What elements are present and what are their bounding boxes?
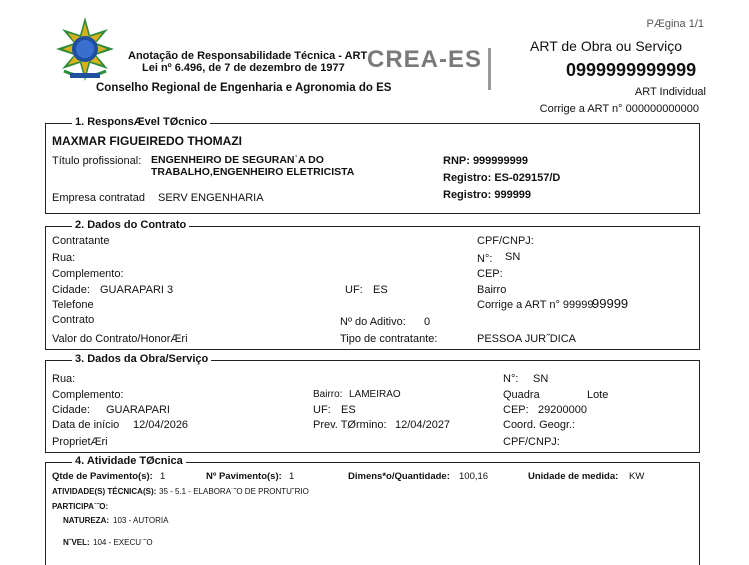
dimensao-value: 100,16 <box>459 471 489 482</box>
uf-label: UF: <box>345 284 363 296</box>
valor-label: Valor do Contrato/HonorÆri <box>52 333 188 345</box>
header-title-line1: Anotação de Responsabilidade Técnica - ART <box>128 50 368 62</box>
titulo-value: TRABALHO,ENGENHEIRO ELETRICISTA <box>151 166 355 178</box>
qtd-pav-value: 1 <box>160 471 166 482</box>
participacao-label: PARTICIPA˙˜O: <box>52 502 109 511</box>
corrige-art: Corrige a ART n° 000000000000 <box>539 103 699 115</box>
empresa-value: SERV ENGENHARIA <box>158 192 264 204</box>
rua-label: Rua: <box>52 252 76 264</box>
registro: Registro: 999999 <box>443 189 532 201</box>
uf-value: ES <box>341 404 356 416</box>
numero-label: N°: <box>503 373 519 385</box>
art-type: ART Individual <box>634 86 706 98</box>
aditivo-value: 0 <box>424 316 431 328</box>
titulo-value: ENGENHEIRO DE SEGURAN˙A DO <box>151 154 324 166</box>
complemento-label: Complemento: <box>52 389 124 401</box>
section-legend: 3. Dados da Obra/Serviço <box>72 353 211 365</box>
bairro-label: Bairro <box>477 284 507 296</box>
aditivo-label: Nº do Aditivo: <box>340 316 406 328</box>
cpf-label: CPF/CNPJ: <box>477 235 534 247</box>
section-legend: 1. ResponsÆvel TØcnico <box>72 116 210 128</box>
art-number: 0999999999999 <box>566 60 697 80</box>
termino-value: 12/04/2027 <box>395 419 451 431</box>
atividades-value: 35 - 5.1 - ELABORA˙˜O DE PRONTU˘RIO <box>159 487 309 496</box>
empresa-label: Empresa contratad <box>52 192 145 204</box>
cidade-label: Cidade: <box>52 284 90 296</box>
crea-logo-divider <box>488 48 491 90</box>
section-legend: 2. Dados do Contrato <box>72 219 189 231</box>
bairro-value: LAMEIRAO <box>349 389 401 400</box>
professional-name: MAXMAR FIGUEIREDO THOMAZI <box>52 134 242 148</box>
cep-label: CEP: <box>477 268 503 280</box>
dimensao-label: Dimens*o/Quantidade: <box>348 471 450 482</box>
atividades-label: ATIVIDADE(S) TÉCNICA(S): <box>52 487 157 496</box>
page-number: PÆgina 1/1 <box>646 18 704 30</box>
section-legend: 4. Atividade TØcnica <box>72 455 186 467</box>
header-title-line2: Lei nº 6.496, de 7 de dezembro de 1977 <box>142 62 345 74</box>
cidade-value: GUARAPARI 3 <box>100 284 174 296</box>
inicio-label: Data de início <box>52 419 120 431</box>
nivel-label: N˝VEL: <box>63 538 90 547</box>
n-pav-value: 1 <box>289 471 295 482</box>
corrige-value: 99999 <box>592 296 629 311</box>
cep-label: CEP: <box>503 404 529 416</box>
lote-label: Lote <box>587 389 609 401</box>
tipo-label: Tipo de contratante: <box>340 333 438 345</box>
art-title: ART de Obra ou Serviço <box>530 38 683 54</box>
brazil-coat-of-arms-icon <box>52 15 118 83</box>
contrato-label: Contrato <box>52 314 95 326</box>
termino-label: Prev. TØrmino: <box>313 419 387 431</box>
uf-value: ES <box>373 284 388 296</box>
rua-label: Rua: <box>52 373 76 385</box>
numero-value: SN <box>533 373 549 385</box>
crea-logo-text: CREA-ES <box>367 46 483 73</box>
coord-label: Coord. Geogr.: <box>503 419 576 431</box>
contratante-label: Contratante <box>52 235 110 247</box>
cidade-label: Cidade: <box>52 404 90 416</box>
cidade-value: GUARAPARI <box>106 404 170 416</box>
titulo-label: Título profissional: <box>52 155 142 167</box>
cpf-label: CPF/CNPJ: <box>503 436 560 448</box>
unidade-value: KW <box>629 471 645 482</box>
telefone-label: Telefone <box>52 299 94 311</box>
quadra-label: Quadra <box>503 389 540 401</box>
registro: Registro: ES-029157/D <box>443 172 561 184</box>
uf-label: UF: <box>313 404 331 416</box>
qtd-pav-label: Qtde de Pavimento(s): <box>52 471 153 482</box>
corrige-label: Corrige a ART n° 99999 <box>477 299 594 311</box>
n-pav-label: Nº Pavimento(s): <box>206 471 282 482</box>
tipo-value: PESSOA JUR˝DICA <box>477 333 577 345</box>
natureza-value: 103 - AUTORIA <box>113 516 169 525</box>
complemento-label: Complemento: <box>52 268 124 280</box>
rnp: RNP: 999999999 <box>443 155 529 167</box>
unidade-label: Unidade de medida: <box>528 471 619 482</box>
bairro-label: Bairro: <box>313 389 343 400</box>
numero-label: N°: <box>477 253 493 265</box>
numero-value: SN <box>505 251 521 263</box>
nivel-value: 104 - EXECU˙˜O <box>93 538 153 547</box>
council-name: Conselho Regional de Engenharia e Agronomia do ES <box>96 82 392 94</box>
natureza-label: NATUREZA: <box>63 516 110 525</box>
proprietario-label: ProprietÆri <box>52 436 108 448</box>
inicio-value: 12/04/2026 <box>133 419 189 431</box>
cep-value: 29200000 <box>538 404 587 416</box>
